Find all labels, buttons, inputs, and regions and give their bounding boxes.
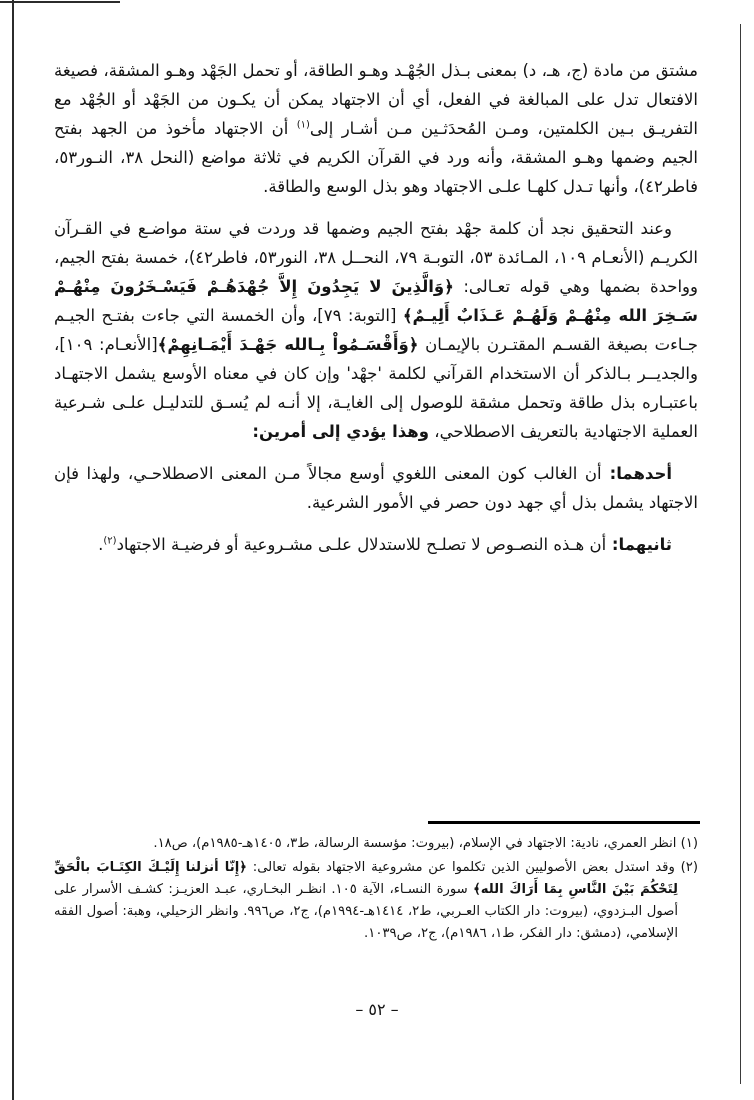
- emphasis-run: وهذا يؤدي إلى أمرين:: [252, 422, 429, 441]
- text-run: [التوبة: ٧٩]، وأن الخمسة التي جاءت بفتـح الجيـم جـاءت بصيغة القسـم المقتـرن بالإيمـان: [54, 306, 698, 354]
- text-run: .: [98, 535, 104, 554]
- paragraph: [54, 214, 698, 446]
- text-run: أن الغالب كون المعنى اللغوي أوسع مجالاً مـن المعنى الاصطلاحـي، ولهذا فإن الاجتهاد يشمل بذل أي جهد دون حصر في الأمور الشرعية.: [54, 464, 698, 512]
- text-run: (٢) وقد استدل بعض الأصوليين الذين تكلموا عن مشروعية الاجتهاد بقوله تعالى:: [246, 860, 698, 875]
- quran-verse: ﴿وَالَّذِينَ لا يَجِدُونَ إِلاَّ جُهْدَهُـمْ فَيَسْـخَرُونَ مِنْهُـمْ سَـخِرَ الله مِنْهُـمْ وَلَهُـمْ عَـذَابٌ أَلِيـمٌ﴾: [54, 277, 698, 325]
- page-number: – ٥٢ –: [355, 1000, 399, 1019]
- footnote: [54, 833, 698, 855]
- footnote-reference: (١): [296, 119, 310, 131]
- text-run: وعند التحقيق نجد أن كلمة جهْد بفتح الجيم وضمها قد وردت في ستة مواضـع في القـرآن الكريـم (الأنعـام ١٠٩، المـائدة ٥٣، التوبـة ٧٩، النحــل ٣٨، النور٥٣، فاطر٤٢)، خمسة بفتح الجيم، وواحدة بضمها وهي قوله تعـالى:: [54, 219, 698, 296]
- text-run: أن هـذه النصـوص لا تصلـح للاستدلال علـى مشـروعية أو فرضيـة الاجتهاد: [116, 535, 607, 554]
- text-run: أن الاجتهاد مأخوذ من الجهد بفتح الجيم وضمها وهـو المشقة، وأنه ورد في القرآن الكريم في ثلاثة مواضع (النحل ٣٨، النـور٥٣، فاطر٤٢)، وأنها تـدل كلهـا علـى الاجتهاد وهو بذل الوسع والطاقة.: [54, 119, 698, 196]
- list-lead-word: أحدهما:: [601, 464, 672, 483]
- quran-verse: ﴿إِنّا أنزلنا إِلَيْـكَ الكِتَـابَ بالْحَقِّ لِتَحْكُمَ بَيْنَ النَّاسِ بِمَا أَرَاكَ الله﴾: [54, 860, 678, 897]
- page-body-text: [54, 56, 698, 572]
- list-lead-word: ثانيهما:: [606, 535, 672, 554]
- paragraph: [54, 56, 698, 201]
- quran-verse: ﴿وَأَقْسَـمُواْ بِـالله جَهْـدَ أَيْمَـانِهِمْ﴾: [157, 335, 419, 354]
- paragraph: [54, 530, 698, 559]
- scan-edge-line-right: [740, 24, 741, 1084]
- footnote: [54, 857, 698, 945]
- paragraph: [54, 459, 698, 517]
- text-run: [الأنعـام: ١٠٩]، والجديــر بـالذكر أن الاستخدام القرآني لكلمة 'جهْد' وإن كان في معناه الأوسع يشمل الاجتهـاد باعتبـاره بذل طاقة وتحمل مشقة للوصول إلى الغايـة، إلا أنـه لم يُسـق للتدليـل علـى شـرعية العملية الاجتهادية بالتعريف الاصطلاحي،: [54, 335, 698, 441]
- scan-edge-line-left: [12, 0, 14, 1100]
- scan-edge-mark-top: [0, 1, 120, 3]
- text-run: (١) انظر العمري، نادية: الاجتهاد في الإسلام، (بيروت: مؤسسة الرسالة، ط٣، ١٤٠٥هـ-١٩٨٥م)، ص١٨.: [153, 836, 698, 851]
- text-run: سورة النسـاء، الآية ١٠٥. انظـر البخـاري، عبـد العزيـز: كشـف الأسرار على أصول البـزدوي، (بيروت: دار الكتاب العـربي، ط٢، ١٤١٤هـ-١٩٩٤م)، ج٢، ص٩٩٦. وانظر الزحيلي، وهبة: أصول الفقه الإسلامي، (دمشق: دار الفكر، ط١، ١٩٨٦م)، ج٢، ص١٠٣٩.: [54, 882, 678, 941]
- footnote-reference: (٢): [103, 535, 117, 547]
- footnote-separator-rule: [428, 821, 700, 824]
- text-run: مشتق من مادة (ج، هـ، د) بمعنى بـذل الجُهْـد وهـو الطاقة، أو تحمل الجَهْد وهـو المشقة، فصيغة الافتعال تدل على المبالغة في الفعل، أي أن الاجتهاد يمكن أن يكـون من الجَهْد أو الجُهْد مع التفريـق بـين الكلمتين، ومـن المُحدَثـين مـن أشـار إلى: [54, 61, 698, 138]
- footnotes-block: [54, 833, 698, 947]
